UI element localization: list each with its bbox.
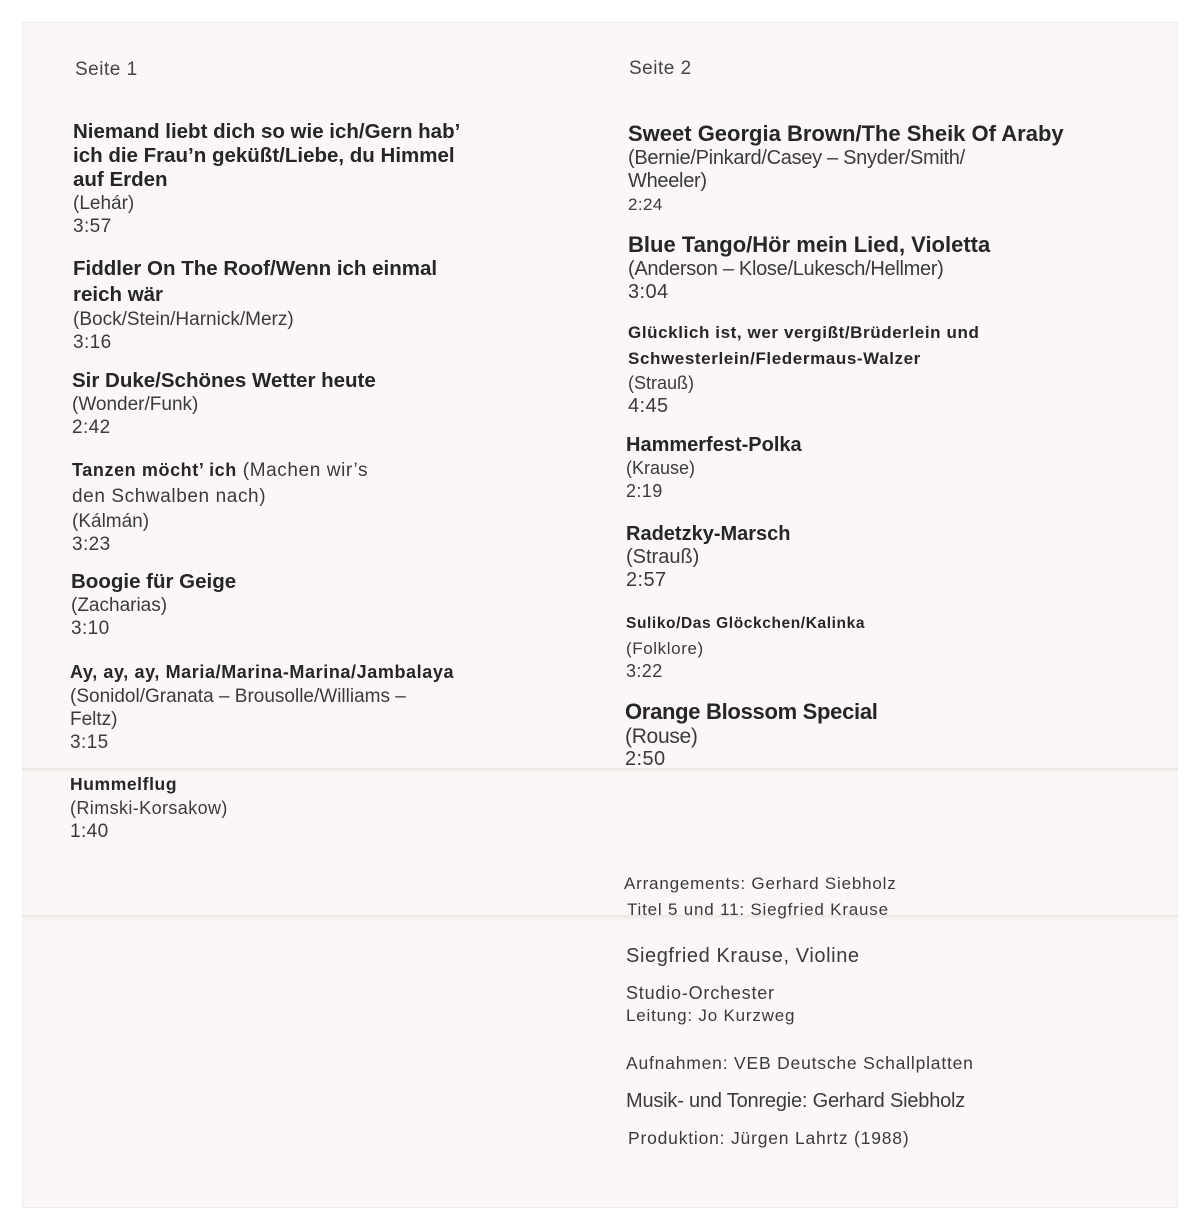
track-title [72, 457, 368, 510]
track-composer: (Bock/Stein/Harnick/Merz) [73, 309, 294, 330]
track-title [626, 522, 791, 546]
track-composer [70, 685, 454, 731]
track-composer: (Rimski-Korsakow) [70, 798, 228, 818]
track-duration: 1:40 [70, 821, 109, 842]
track-1 [73, 120, 460, 238]
track-5 [71, 570, 236, 640]
track-title [73, 256, 437, 308]
track-duration: 2:57 [626, 569, 667, 591]
track-composer: (Kálmán) [72, 511, 150, 532]
track-14 [625, 699, 878, 771]
title-line: Niemand liebt dich so wie ich/Gern hab’ [73, 120, 461, 143]
track-composer: (Anderson – Klose/Lukesch/Hellmer) [628, 258, 944, 280]
track-title [70, 659, 454, 685]
track-3 [72, 369, 376, 439]
title-main: Tanzen möcht’ ich [72, 460, 237, 480]
title-line: Schwesterlein/Fledermaus-Walzer [628, 349, 921, 368]
track-composer: (Lehár) [73, 193, 135, 214]
track-composer [628, 147, 1064, 193]
fold-line [22, 915, 1178, 921]
track-7 [70, 771, 228, 843]
title-line: auf Erden [73, 168, 168, 191]
track-title [72, 369, 376, 393]
track-composer: (Strauß) [626, 546, 700, 568]
track-duration: 2:50 [625, 748, 666, 770]
title-line: reich wär [73, 283, 164, 306]
track-duration: 2:42 [72, 417, 111, 438]
track-8 [628, 121, 1064, 216]
track-duration: 3:16 [73, 332, 112, 353]
production-credit: Produktion: Jürgen Lahrtz (1988) [628, 1128, 910, 1148]
title-line: Orange Blossom Special [625, 699, 878, 724]
title-line: Glücklich ist, wer vergißt/Brüderlein und [628, 323, 980, 342]
track-composer: (Strauß) [628, 373, 695, 393]
track-duration: 4:45 [628, 395, 669, 417]
track-title [625, 699, 878, 725]
recordings-credit: Aufnahmen: VEB Deutsche Schallplatten [626, 1053, 974, 1073]
direction-credit: Musik- und Tonregie: Gerhard Siebholz [626, 1090, 966, 1112]
track-2 [73, 256, 437, 354]
track-title [71, 570, 236, 594]
track-duration: 2:19 [626, 481, 663, 501]
title-line: Hammerfest-Polka [626, 434, 802, 456]
title-line: Ay, ay, ay, Maria/Marina-Marina/Jambalaya [70, 662, 455, 682]
title-line: Suliko/Das Glöckchen/Kalinka [626, 615, 866, 632]
side-one-heading: Seite 1 [75, 59, 138, 80]
track-12 [626, 522, 791, 592]
track-duration: 3:10 [71, 618, 110, 639]
track-9 [628, 232, 990, 304]
track-composer: (Krause) [626, 458, 696, 478]
title-line: Blue Tango/Hör mein Lied, Violetta [628, 232, 991, 257]
arrangements-credit: Arrangements: Gerhard Siebholz [624, 874, 897, 893]
track-6 [70, 659, 454, 754]
track-composer: (Zacharias) [71, 595, 168, 616]
title-line: ich die Frau’n geküßt/Liebe, du Himmel [73, 144, 455, 167]
track-composer: (Wonder/Funk) [72, 394, 199, 415]
track-title [73, 120, 460, 192]
title-line: Radetzky-Marsch [626, 523, 791, 545]
track-duration: 3:22 [626, 661, 663, 681]
orchestra-credit: Studio-Orchester [626, 983, 775, 1003]
titles-note-credit: Titel 5 und 11: Siegfried Krause [627, 900, 889, 919]
track-title [628, 320, 979, 372]
track-4 [72, 457, 368, 556]
track-duration: 3:23 [72, 534, 111, 555]
title-line: Sweet Georgia Brown/The Sheik Of Araby [628, 121, 1064, 146]
composer-line: (Bernie/Pinkard/Casey – Snyder/Smith/ [628, 147, 965, 169]
title-line: Hummelflug [70, 774, 178, 794]
track-title [626, 433, 802, 457]
title-line: Sir Duke/Schönes Wetter heute [72, 369, 376, 392]
track-duration: 3:57 [73, 216, 112, 237]
track-10 [628, 320, 979, 418]
composer-line: Wheeler) [628, 170, 707, 192]
track-composer: (Folklore) [626, 639, 704, 658]
title-line: Boogie für Geige [71, 570, 237, 593]
soloist-credit: Siegfried Krause, Violine [626, 945, 860, 967]
track-title [628, 121, 1064, 147]
track-duration: 3:04 [628, 281, 669, 303]
track-duration: 2:24 [628, 195, 663, 214]
track-title [628, 232, 990, 258]
title-line: Fiddler On The Roof/Wenn ich einmal [73, 257, 438, 280]
track-title [626, 611, 865, 637]
track-composer: (Rouse) [625, 725, 698, 748]
track-13 [626, 611, 865, 683]
conductor-credit: Leitung: Jo Kurzweg [626, 1006, 796, 1025]
track-11 [626, 433, 802, 503]
side-two-heading: Seite 2 [629, 58, 692, 79]
track-duration: 3:15 [70, 732, 109, 753]
composer-line: Feltz) [70, 709, 118, 730]
title-subtitle: den Schwalben nach) [72, 486, 267, 507]
track-title [70, 771, 228, 797]
title-subtitle: (Machen wir’s [236, 460, 369, 481]
composer-line: (Sonidol/Granata – Brousolle/Williams – [70, 686, 406, 707]
